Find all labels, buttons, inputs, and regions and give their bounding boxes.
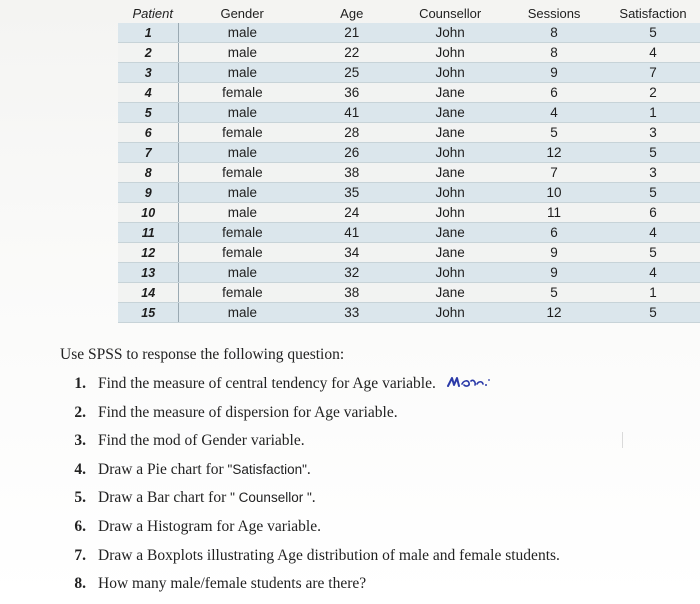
cell-counsellor: John: [398, 183, 502, 203]
cell-counsellor: Jane: [398, 103, 502, 123]
cell-patient: 2: [118, 43, 179, 63]
question-item: [60, 461, 680, 490]
questions-intro: Use SPSS to response the following question:: [60, 346, 345, 363]
table-row: [118, 63, 700, 83]
cell-age: 36: [305, 83, 398, 103]
question-text-start: Draw a Pie chart for: [98, 460, 228, 478]
table-row: [118, 123, 700, 143]
cell-age: 38: [305, 283, 398, 303]
cell-satisfaction: 3: [606, 123, 700, 143]
table-row: [118, 83, 700, 103]
cell-satisfaction: 4: [606, 223, 700, 243]
cell-gender: female: [179, 163, 305, 183]
cell-sessions: 5: [502, 283, 606, 303]
question-quoted-term: " Counsellor ": [230, 490, 312, 506]
cell-patient: 6: [118, 123, 179, 143]
question-text: Find the measure of dispersion for Age variable.: [98, 403, 398, 421]
cell-counsellor: Jane: [398, 243, 502, 263]
table-row: [118, 303, 700, 323]
cell-age: 32: [305, 263, 398, 283]
cell-gender: male: [179, 103, 305, 123]
cell-age: 28: [305, 123, 398, 143]
cell-sessions: 11: [502, 203, 606, 223]
question-item: [60, 547, 680, 576]
cell-satisfaction: 7: [606, 63, 700, 83]
question-number: 7.: [74, 546, 86, 564]
cell-counsellor: John: [398, 43, 502, 63]
table-row: [118, 103, 700, 123]
cell-sessions: 7: [502, 163, 606, 183]
cell-sessions: 12: [502, 143, 606, 163]
table-row: [118, 163, 700, 183]
cell-gender: male: [179, 263, 305, 283]
cell-patient: 14: [118, 283, 179, 303]
cell-counsellor: John: [398, 23, 502, 43]
question-number: 3.: [74, 432, 86, 450]
cell-age: 41: [305, 223, 398, 243]
question-item: [60, 404, 680, 433]
question-text: Find the mod of Gender variable.: [98, 432, 305, 450]
cell-patient: 15: [118, 303, 179, 323]
question-quoted-term: "Satisfaction": [227, 461, 307, 477]
cell-gender: male: [179, 183, 305, 203]
cell-age: 41: [305, 103, 398, 123]
cell-gender: male: [179, 63, 305, 83]
cell-sessions: 4: [502, 103, 606, 123]
cell-sessions: 5: [502, 123, 606, 143]
cell-gender: male: [179, 143, 305, 163]
cell-counsellor: John: [398, 143, 502, 163]
table-row: [118, 23, 700, 43]
cell-patient: 5: [118, 103, 179, 123]
faint-pen-mark: [622, 432, 623, 448]
cell-counsellor: John: [398, 303, 502, 323]
cell-counsellor: Jane: [398, 83, 502, 103]
question-number: 8.: [74, 575, 86, 593]
question-number: 2.: [74, 403, 86, 421]
cell-satisfaction: 5: [606, 143, 700, 163]
table-row: [118, 263, 700, 283]
cell-sessions: 12: [502, 303, 606, 323]
question-text: [98, 489, 316, 507]
table-row: [118, 43, 700, 63]
table-row: [118, 283, 700, 303]
cell-satisfaction: 3: [606, 163, 700, 183]
handwritten-note-mark: [446, 375, 492, 394]
cell-age: 24: [305, 203, 398, 223]
cell-counsellor: Jane: [398, 123, 502, 143]
cell-satisfaction: 5: [606, 183, 700, 203]
cell-counsellor: Jane: [398, 223, 502, 243]
cell-gender: female: [179, 123, 305, 143]
cell-satisfaction: 5: [606, 303, 700, 323]
question-number: 1.: [74, 375, 86, 392]
cell-satisfaction: 6: [606, 203, 700, 223]
header-sessions: Sessions: [527, 6, 581, 21]
cell-sessions: 9: [502, 263, 606, 283]
cell-satisfaction: 4: [606, 263, 700, 283]
question-item: [60, 375, 680, 404]
cell-satisfaction: 1: [606, 283, 700, 303]
question-text: Draw a Boxplots illustrating Age distribution of male and female students.: [98, 546, 560, 564]
cell-gender: male: [179, 303, 305, 323]
cell-satisfaction: 1: [606, 103, 700, 123]
header-satisfaction: Satisfaction: [619, 6, 687, 21]
question-section: [60, 346, 680, 604]
cell-gender: male: [179, 23, 305, 43]
cell-age: 26: [305, 143, 398, 163]
cell-satisfaction: 5: [606, 23, 700, 43]
question-item: [60, 489, 680, 518]
cell-patient: 13: [118, 263, 179, 283]
question-text: How many male/female students are there?: [98, 575, 367, 593]
header-age: Age: [340, 6, 364, 21]
question-number: 6.: [74, 517, 86, 535]
cell-sessions: 8: [502, 23, 606, 43]
cell-counsellor: John: [398, 63, 502, 83]
cell-patient: 11: [118, 223, 179, 243]
cell-age: 33: [305, 303, 398, 323]
table-row: [118, 243, 700, 263]
cell-sessions: 8: [502, 43, 606, 63]
question-text-end: .: [311, 489, 316, 507]
cell-gender: female: [179, 83, 305, 103]
cell-satisfaction: 2: [606, 83, 700, 103]
cell-patient: 12: [118, 243, 179, 263]
cell-sessions: 9: [502, 243, 606, 263]
cell-gender: male: [179, 43, 305, 63]
cell-gender: female: [179, 283, 305, 303]
table-row: [118, 203, 700, 223]
cell-sessions: 9: [502, 63, 606, 83]
table-header-row: [118, 4, 700, 23]
cell-age: 21: [305, 23, 398, 43]
cell-gender: male: [179, 203, 305, 223]
question-number: 5.: [74, 489, 86, 507]
question-text-start: Draw a Bar chart for: [98, 489, 231, 507]
cell-gender: female: [179, 223, 305, 243]
question-list: [60, 375, 680, 604]
table-row: [118, 183, 700, 203]
patient-data-table: [118, 4, 700, 323]
table-body: [118, 23, 700, 323]
question-item: [60, 518, 680, 547]
cell-patient: 7: [118, 143, 179, 163]
cell-satisfaction: 4: [606, 43, 700, 63]
cell-gender: female: [179, 243, 305, 263]
cell-sessions: 6: [502, 223, 606, 243]
cell-sessions: 10: [502, 183, 606, 203]
table-row: [118, 143, 700, 163]
header-patient: Patient: [132, 6, 173, 21]
cell-age: 38: [305, 163, 398, 183]
cell-age: 22: [305, 43, 398, 63]
cell-patient: 4: [118, 83, 179, 103]
cell-patient: 8: [118, 163, 179, 183]
question-text: Find the measure of central tendency for Age variable.: [98, 375, 436, 392]
cell-counsellor: John: [398, 203, 502, 223]
cell-counsellor: Jane: [398, 163, 502, 183]
question-text: Draw a Histogram for Age variable.: [98, 517, 321, 535]
table-row: [118, 223, 700, 243]
cell-age: 34: [305, 243, 398, 263]
cell-counsellor: John: [398, 263, 502, 283]
question-item: [60, 575, 680, 604]
cell-patient: 3: [118, 63, 179, 83]
header-gender: Gender: [220, 6, 264, 21]
cell-patient: 1: [118, 23, 179, 43]
cell-age: 25: [305, 63, 398, 83]
cell-patient: 10: [118, 203, 179, 223]
cell-patient: 9: [118, 183, 179, 203]
question-item: [60, 432, 680, 461]
question-text-end: .: [306, 460, 311, 478]
cell-counsellor: Jane: [398, 283, 502, 303]
question-number: 4.: [74, 460, 86, 478]
cell-age: 35: [305, 183, 398, 203]
cell-satisfaction: 5: [606, 243, 700, 263]
question-text: [98, 461, 311, 479]
header-counsellor: Counsellor: [419, 6, 482, 21]
cell-sessions: 6: [502, 83, 606, 103]
